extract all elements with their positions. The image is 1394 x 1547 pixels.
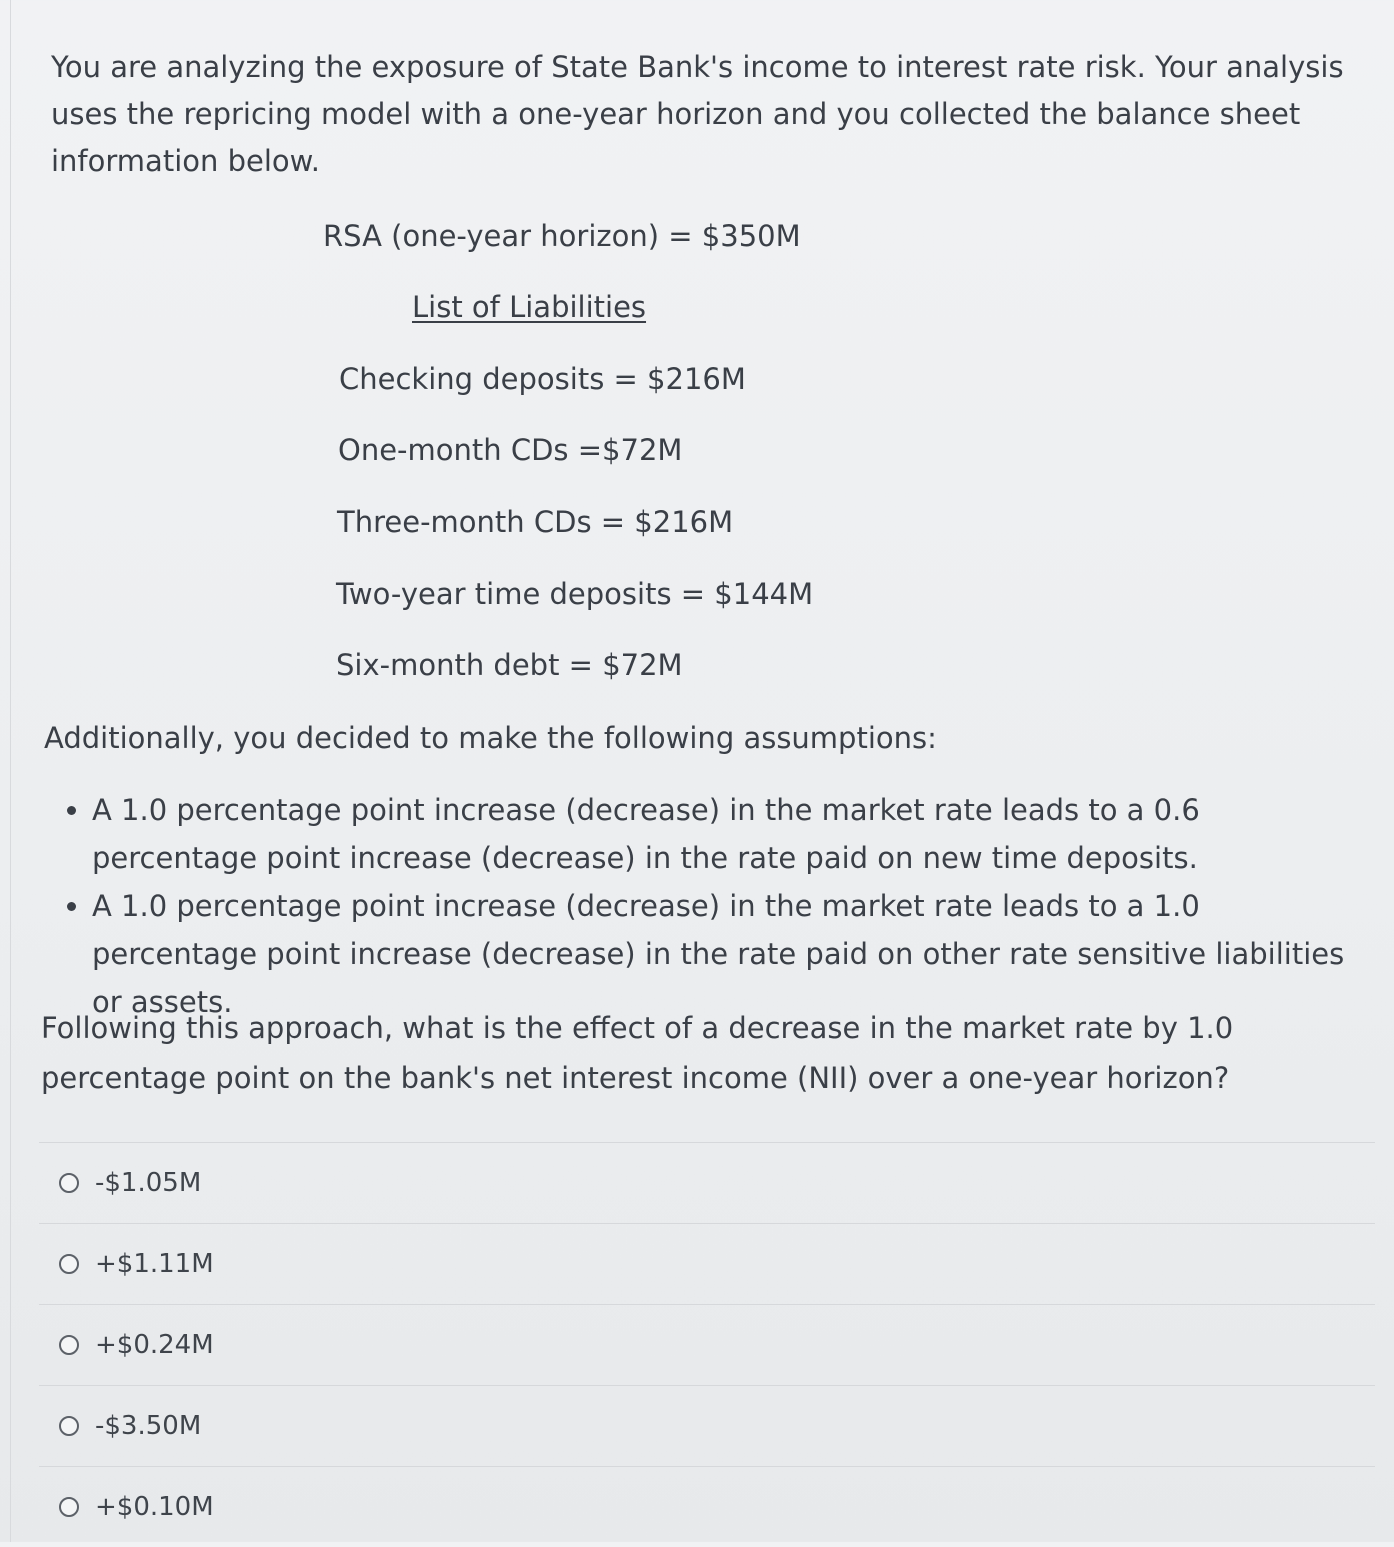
answer-option[interactable] xyxy=(39,1385,1375,1466)
assumptions-lead: Additionally, you decided to make the following assumptions: xyxy=(44,721,937,755)
liabilities-heading: List of Liabilities xyxy=(412,290,647,324)
radio-button[interactable] xyxy=(59,1416,79,1436)
answer-option-label: -$1.05M xyxy=(95,1168,202,1198)
answer-choices xyxy=(39,1142,1375,1547)
answer-option[interactable] xyxy=(39,1304,1375,1385)
radio-button[interactable] xyxy=(59,1173,79,1193)
question-intro: You are analyzing the exposure of State Bank's income to interest rate risk. Your analysis uses the repricing model with a one-year horizon and you collected the balance sheet information below. xyxy=(51,50,1344,178)
question-prompt: Following this approach, what is the effect of a decrease in the market rate by 1.0 percentage point on the bank's net interest income (NII) over a one-year horizon? xyxy=(41,1011,1234,1095)
liability-three-month-cds: Three-month CDs = $216M xyxy=(337,505,734,539)
assumption-item: • A 1.0 percentage point increase (decrease) in the market rate leads to a 1.0 percentage point increase (decrease) in the rate paid on other rate sensitive liabilities or assets. xyxy=(92,882,1362,1026)
radio-button[interactable] xyxy=(59,1254,79,1274)
answer-option-label: +$0.10M xyxy=(95,1492,214,1522)
answer-option[interactable] xyxy=(39,1466,1375,1547)
liability-one-month-cds: One-month CDs =$72M xyxy=(338,433,683,467)
liability-checking-deposits: Checking deposits = $216M xyxy=(339,362,746,396)
assumptions-list xyxy=(59,786,1362,1026)
liability-six-month-debt: Six-month debt = $72M xyxy=(336,648,683,682)
answer-option-label: +$0.24M xyxy=(95,1330,214,1360)
answer-option[interactable] xyxy=(39,1223,1375,1304)
question-card xyxy=(10,0,1394,1542)
answer-option-label: -$3.50M xyxy=(95,1411,202,1441)
radio-button[interactable] xyxy=(59,1335,79,1355)
answer-option-label: +$1.11M xyxy=(95,1249,214,1279)
answer-option[interactable] xyxy=(39,1142,1375,1223)
assumption-item: • A 1.0 percentage point increase (decrease) in the market rate leads to a 0.6 percentage point increase (decrease) in the rate paid on new time deposits. xyxy=(92,786,1362,882)
liability-two-year-time-deposits: Two-year time deposits = $144M xyxy=(336,577,814,611)
rsa-line: RSA (one-year horizon) = $350M xyxy=(323,219,801,253)
radio-button[interactable] xyxy=(59,1497,79,1517)
